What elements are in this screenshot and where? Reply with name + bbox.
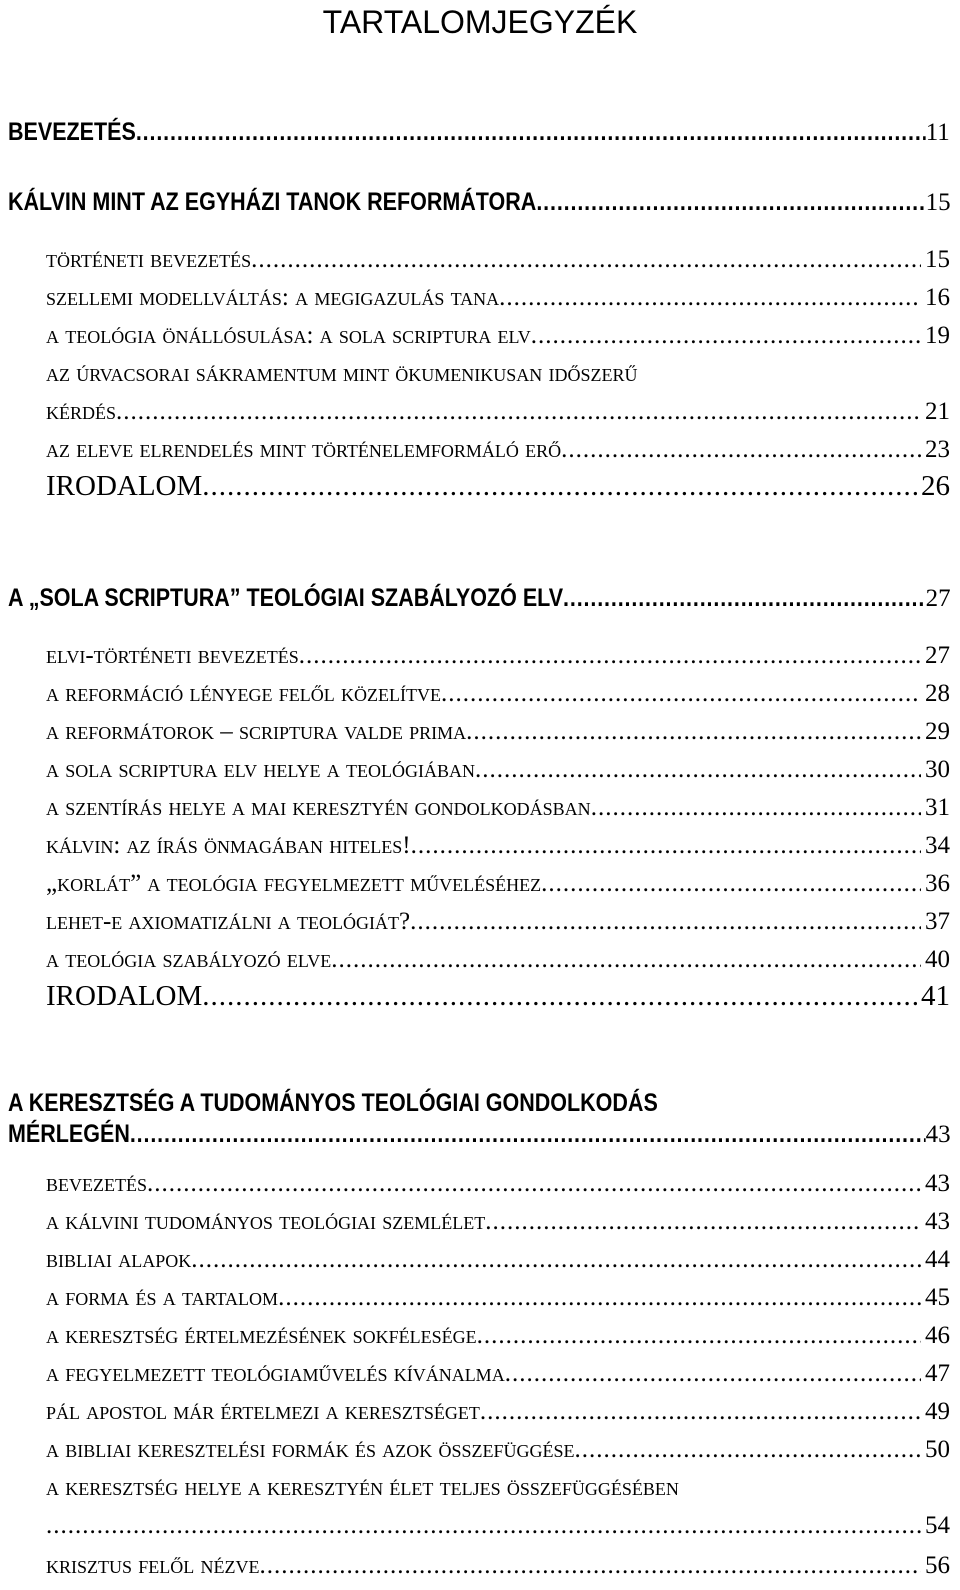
dot-leader [485,1206,921,1238]
toc-entry-label: a reformátorok – scriptura valde prima [46,718,467,745]
toc-section-entry[interactable] [46,282,950,314]
toc-page-number: 23 [925,436,950,463]
dot-leader [563,582,925,614]
toc-entry-label: bibliai alapok [46,1246,192,1273]
toc-page-number: 49 [925,1398,950,1425]
toc-page-number: 34 [925,832,950,859]
toc-page-number: 47 [925,1360,950,1387]
toc-section-entry[interactable] [46,792,950,824]
dot-leader [531,320,921,352]
toc-section-entry[interactable] [46,1358,950,1390]
toc-entry-label: A „SOLA SCRIPTURA” TEOLÓGIAI SZABÁLYOZÓ ELV [8,584,564,612]
dot-leader [505,1358,921,1390]
toc-section-entry[interactable] [46,678,950,710]
toc-page-number: 50 [925,1436,950,1463]
toc-page-number: 27 [925,585,951,612]
dot-leader [441,678,921,710]
toc-chapter-entry[interactable] [8,116,950,149]
toc-entry-label: szellemi modellváltás: a megigazulás tana [46,284,500,311]
toc-page-number: 37 [925,908,950,935]
toc-page-number: 26 [921,470,950,502]
toc-section-entry[interactable] [46,244,950,276]
dot-leader [561,434,921,466]
dot-leader [46,1510,921,1542]
toc-page-number: 21 [925,398,950,425]
toc-page-number: 56 [925,1552,950,1579]
toc-section-entry[interactable] [46,470,950,502]
toc-page-number: 44 [925,1246,950,1273]
toc-section-entry[interactable] [46,434,950,466]
toc-entry-label: elvi-történeti bevezetés [46,642,299,669]
toc-section-entry[interactable] [46,1244,950,1276]
dot-leader [410,906,921,938]
dot-leader [147,1168,921,1200]
toc-entry-label: a keresztség értelmezésének sokfélesége [46,1322,477,1349]
dot-leader [191,1244,921,1276]
dot-leader [477,1320,921,1352]
toc-page-number: 11 [926,119,951,146]
page-title: TARTALOMJEGYZÉK [322,4,638,40]
toc-entry-label: a fegyelmezett teológiaművelés kívánalma [46,1360,505,1387]
dot-leader [499,282,921,314]
toc-section-entry[interactable] [46,830,950,862]
dot-leader [591,792,921,824]
dot-leader [278,1282,921,1314]
toc-entry-label: kálvin: az írás önmagában hiteles! [46,832,411,859]
toc-entry-label-line1: A KERESZTSÉG A TUDOMÁNYOS TEOLÓGIAI GONDOLKODÁS [8,1089,658,1117]
toc-entry-label: IRODALOM [46,980,203,1012]
dot-leader [116,396,921,428]
toc-section-entry[interactable] [46,358,950,430]
toc-entry-label: az eleve elrendelés mint történelemformáló erő [46,436,562,463]
toc-entry-label-line2: kérdés [46,398,117,425]
dot-leader [575,1434,921,1466]
toc-chapter-entry[interactable] [8,582,950,615]
dot-leader [130,1118,925,1150]
toc-entry-label: „korlát” a teológia fegyelmezett műveléséhez [46,870,542,897]
dot-leader [299,640,921,672]
toc-section-entry[interactable] [46,1206,950,1238]
toc-page-number: 15 [925,246,950,273]
toc-section-entry[interactable] [46,944,950,976]
toc-section-entry[interactable] [46,980,950,1012]
toc-page-number: 46 [925,1322,950,1349]
toc-entry-label-line1: a keresztség helye a keresztyén élet teljes összefüggésében [46,1474,679,1501]
dot-leader [475,754,921,786]
toc-entry-label: pál apostol már értelmezi a keresztséget [46,1398,480,1425]
toc-page-number: 36 [925,870,950,897]
toc-entry-label: a szentírás helye a mai keresztyén gondolkodásban [46,794,591,821]
toc-section-entry[interactable] [46,716,950,748]
toc-entry-label: IRODALOM [46,470,203,502]
toc-page-number: 29 [925,718,950,745]
toc-entry-label-line2: MÉRLEGÉN [8,1120,130,1148]
toc-section-entry[interactable] [46,1168,950,1200]
toc-page-number: 28 [925,680,950,707]
toc-page-number: 54 [925,1512,950,1539]
toc-section-entry[interactable] [46,906,950,938]
toc-section-entry[interactable] [46,640,950,672]
toc-section-entry[interactable] [46,320,950,352]
toc-page-number: 43 [925,1121,951,1148]
toc-entry-label: történeti bevezetés [46,246,252,273]
toc-page-number: 45 [925,1284,950,1311]
toc-section-entry[interactable] [46,1282,950,1314]
toc-page-number: 16 [925,284,950,311]
toc-chapter-entry[interactable] [8,1088,950,1152]
toc-entry-label: bevezetés [46,1170,147,1197]
toc-entry-label: a bibliai keresztelési formák és azok összefüggése [46,1436,575,1463]
toc-entry-label: a sola scriptura elv helye a teológiában [46,756,476,783]
dot-leader [411,830,921,862]
toc-entry-label: a kálvini tudományos teológiai szemlélet [46,1208,486,1235]
toc-page-number: 31 [925,794,950,821]
toc-page-number: 43 [925,1170,950,1197]
dot-leader [251,244,921,276]
toc-page-number: 40 [925,946,950,973]
toc-page-number: 27 [925,642,950,669]
toc-page-number: 15 [925,189,951,216]
toc-entry-label: a forma és a tartalom [46,1284,279,1311]
dot-leader [260,1550,922,1582]
toc-section-entry[interactable] [46,1434,950,1466]
dot-leader [480,1396,921,1428]
toc-entry-label: a teológia szabályozó elve [46,946,332,973]
dot-leader [202,470,917,502]
toc-section-entry[interactable] [46,1396,950,1428]
toc-page-number: 30 [925,756,950,783]
toc-section-entry[interactable] [46,1320,950,1352]
toc-page-number: 19 [925,322,950,349]
dot-leader [466,716,921,748]
toc-section-entry[interactable] [46,754,950,786]
dot-leader [331,944,921,976]
dot-leader [136,116,926,148]
toc-entry-label: a teológia önállósulása: a sola scriptura elv [46,322,531,349]
toc-entry-label: krisztus felől nézve [46,1552,260,1579]
toc-entry-label: a reformáció lényege felől közelítve [46,680,441,707]
dot-leader [536,186,925,218]
toc-entry-label: KÁLVIN MINT AZ EGYHÁZI TANOK REFORMÁTORA [8,188,537,216]
toc-entry-label-line1: az úrvacsorai sákramentum mint ökumenikusan időszerű [46,360,638,387]
toc-entry-label: BEVEZETÉS [8,118,136,146]
toc-section-entry[interactable] [46,1472,950,1544]
toc-section-entry[interactable] [46,1550,950,1582]
toc-page-number: 43 [925,1208,950,1235]
dot-leader [202,980,917,1012]
toc-entry-label: lehet-e axiomatizálni a teológiát? [46,908,411,935]
toc-section-entry[interactable] [46,868,950,900]
dot-leader [541,868,921,900]
toc-chapter-entry[interactable] [8,186,950,219]
toc-page-number: 41 [921,980,950,1012]
